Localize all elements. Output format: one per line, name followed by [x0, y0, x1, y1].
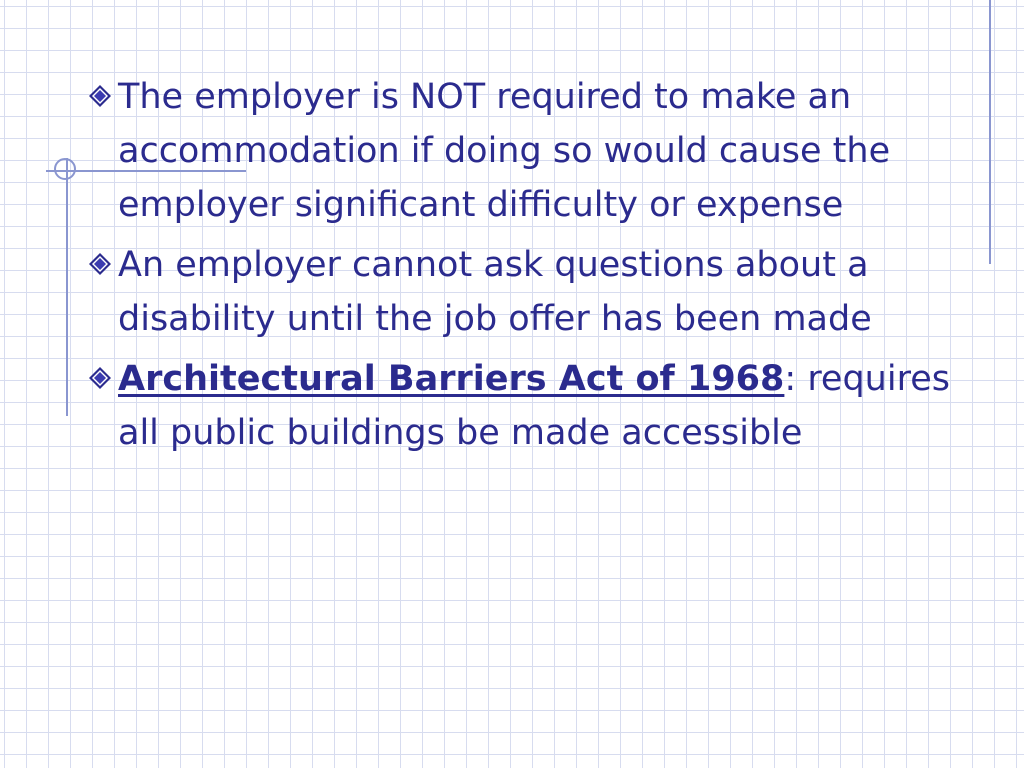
bullet-item-1: [82, 70, 962, 232]
act-title-separator: :: [784, 359, 797, 399]
bullet-item-3: [82, 352, 962, 460]
diamond-bullet-icon: [88, 252, 112, 276]
bullet-item-2: [82, 238, 962, 346]
bullet-text: An employer cannot ask questions about a disability until the job offer has been made: [118, 245, 872, 339]
rule-ring-ornament: [54, 158, 76, 180]
left-vertical-rule: [66, 158, 68, 416]
bullet-text: requires all public buildings be made accessible: [118, 359, 950, 453]
bullet-text: The employer is NOT required to make an accommodation if doing so would cause the employer significant difficulty or expense: [118, 77, 891, 225]
slide-body: [82, 70, 962, 466]
right-vertical-rule: [989, 0, 991, 264]
act-title-link[interactable]: Architectural Barriers Act of 1968: [118, 359, 785, 399]
diamond-bullet-icon: [88, 366, 112, 390]
diamond-bullet-icon: [88, 84, 112, 108]
